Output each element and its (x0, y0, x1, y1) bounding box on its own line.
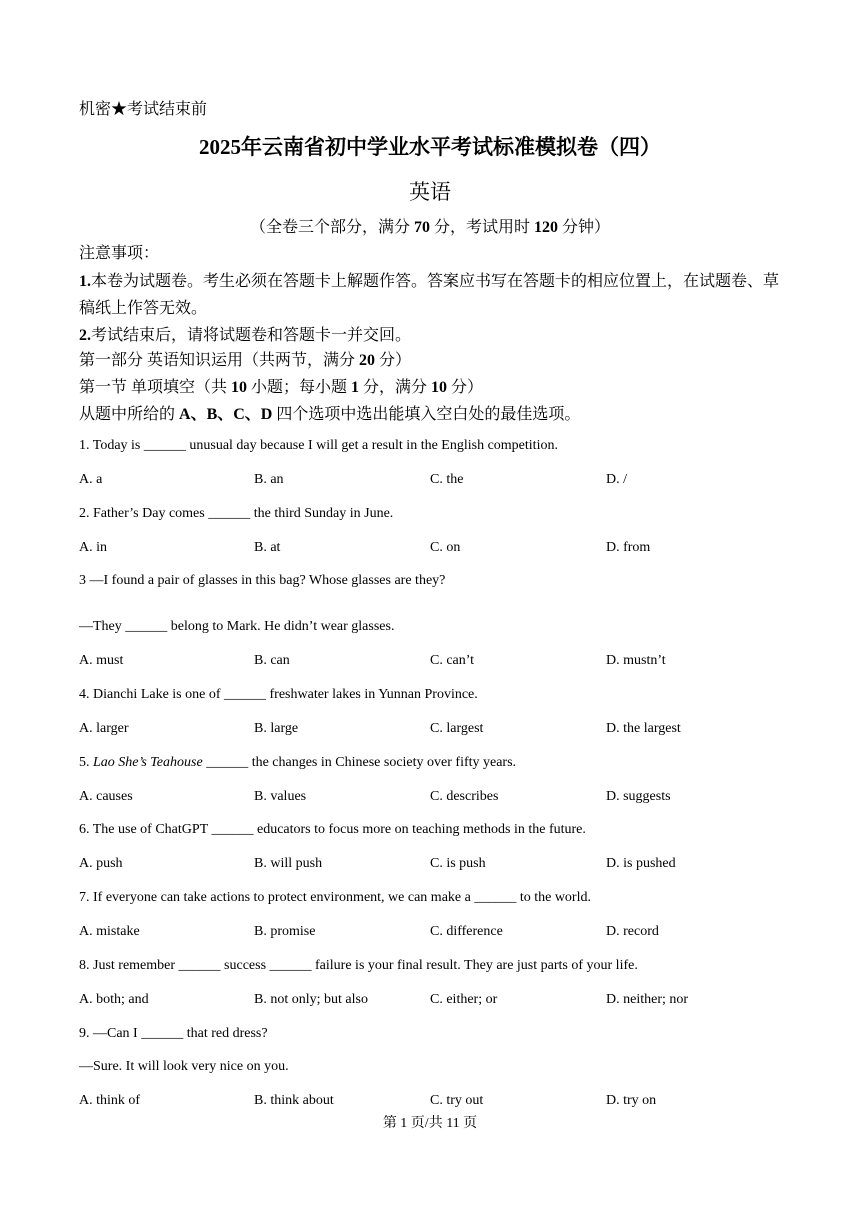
question-3-stem-reply: —They ______ belong to Mark. He didn’t wear glasses. (79, 619, 395, 634)
page-number: 第 1 页/共 11 页 (382, 1116, 478, 1131)
question-5-number: 5. (79, 755, 93, 770)
question-5-text: ______ the changes in Chinese society over fifty years. (202, 755, 517, 770)
question-1-option-a[interactable]: A. a (79, 472, 103, 487)
question-1-option-c[interactable]: C. the (430, 472, 464, 487)
question-7-option-a[interactable]: A. mistake (79, 924, 140, 939)
question-5-option-d[interactable]: D. suggests (606, 789, 671, 804)
question-1-stem: 1. Today is ______ unusual day because I will get a result in the English competition. (79, 438, 558, 453)
confidential-label: 机密★考试结束前 (79, 101, 208, 118)
question-8-option-d[interactable]: D. neither; nor (606, 992, 689, 1007)
question-7-option-b[interactable]: B. promise (254, 924, 316, 939)
notice-label: 注意事项： (79, 245, 160, 262)
question-3-option-d[interactable]: D. mustn’t (606, 653, 666, 668)
notice-number: 2. (79, 327, 91, 344)
section1-each: 1 (351, 379, 360, 396)
subject-title: 英语 (409, 180, 451, 204)
question-6-option-a[interactable]: A. push (79, 856, 123, 871)
part1-heading (79, 348, 411, 374)
question-2-option-d[interactable]: D. from (606, 540, 651, 555)
question-9-stem: 9. —Can I ______ that red dress? (79, 1026, 268, 1041)
question-9-stem-reply: —Sure. It will look very nice on you. (79, 1059, 289, 1074)
notice-item-1 (79, 268, 787, 322)
question-6-option-b[interactable]: B. will push (254, 856, 323, 871)
question-3-stem: 3 —I found a pair of glasses in this bag? Whose glasses are they? (79, 573, 446, 588)
question-2-option-b[interactable]: B. at (254, 540, 281, 555)
question-4-option-c[interactable]: C. largest (430, 721, 484, 736)
part1-text: 第一部分 英语知识运用（共两节，满分 (79, 352, 360, 369)
question-9-option-d[interactable]: D. try on (606, 1093, 657, 1108)
question-4-stem: 4. Dianchi Lake is one of ______ freshwater lakes in Yunnan Province. (79, 687, 478, 702)
section1-text: 小题；每小题 (247, 379, 352, 396)
section1-total: 10 (431, 379, 448, 396)
question-8-option-b[interactable]: B. not only; but also (254, 992, 368, 1007)
question-2-option-a[interactable]: A. in (79, 540, 107, 555)
notice-text: 本卷为试题卷。考生必须在答题卡上解题作答。答案应书写在答题卡的相应位置上，在试题卷、草稿纸上作答无效。 (79, 273, 780, 317)
question-4-option-d[interactable]: D. the largest (606, 721, 681, 736)
question-6-stem: 6. The use of ChatGPT ______ educators to focus more on teaching methods in the future. (79, 822, 586, 837)
instruction-text: 从题中所给的 (79, 406, 180, 423)
question-2-stem: 2. Father’s Day comes ______ the third Sunday in June. (79, 506, 394, 521)
section1-text: 第一节 单项填空（共 (79, 379, 232, 396)
question-9-option-b[interactable]: B. think about (254, 1093, 334, 1108)
instruction-text: 四个选项中选出能填入空白处的最佳选项。 (272, 406, 581, 423)
question-9-option-c[interactable]: C. try out (430, 1093, 484, 1108)
question-6-option-c[interactable]: C. is push (430, 856, 486, 871)
question-8-option-c[interactable]: C. either; or (430, 992, 498, 1007)
question-7-option-d[interactable]: D. record (606, 924, 659, 939)
scope-score: 70 (413, 219, 430, 236)
question-1-option-b[interactable]: B. an (254, 472, 284, 487)
section1-text: 分） (447, 379, 484, 396)
question-3-option-a[interactable]: A. must (79, 653, 124, 668)
exam-title: 2025年云南省初中学业水平考试标准模拟卷（四） (199, 135, 661, 159)
question-5-option-b[interactable]: B. values (254, 789, 307, 804)
notice-number: 1. (79, 273, 91, 290)
question-1-option-d[interactable]: D. / (606, 472, 627, 487)
question-5-option-a[interactable]: A. causes (79, 789, 133, 804)
question-3-option-b[interactable]: B. can (254, 653, 290, 668)
instruction-letters: A、B、C、D (179, 406, 273, 423)
notice-text: 考试结束后，请将试题卷和答题卡一并交回。 (91, 327, 412, 344)
scope-text: 分，考试用时 (429, 219, 534, 236)
question-7-stem: 7. If everyone can take actions to protect environment, we can make a ______ to the world. (79, 890, 591, 905)
question-8-option-a[interactable]: A. both; and (79, 992, 149, 1007)
exam-scope (0, 214, 860, 237)
question-5-stem (79, 754, 516, 772)
question-7-option-c[interactable]: C. difference (430, 924, 503, 939)
scope-text: 分钟） (558, 219, 611, 236)
section1-heading (79, 375, 483, 401)
question-3-option-c[interactable]: C. can’t (430, 653, 475, 668)
question-2-option-c[interactable]: C. on (430, 540, 461, 555)
scope-text: （全卷三个部分，满分 (249, 219, 414, 236)
question-4-option-b[interactable]: B. large (254, 721, 299, 736)
question-9-option-a[interactable]: A. think of (79, 1093, 141, 1108)
question-6-option-d[interactable]: D. is pushed (606, 856, 676, 871)
section1-instruction (79, 402, 580, 428)
section1-text: 分，满分 (359, 379, 432, 396)
question-4-option-a[interactable]: A. larger (79, 721, 129, 736)
part1-score: 20 (359, 352, 376, 369)
section1-count: 10 (231, 379, 248, 396)
scope-time: 120 (534, 219, 558, 236)
question-5-book-title: Lao She’s Teahouse (93, 755, 203, 770)
part1-text: 分） (375, 352, 412, 369)
notice-item-2 (79, 322, 787, 349)
question-8-stem: 8. Just remember ______ success ______ failure is your final result. They are just parts of your life. (79, 958, 638, 973)
question-5-option-c[interactable]: C. describes (430, 789, 499, 804)
